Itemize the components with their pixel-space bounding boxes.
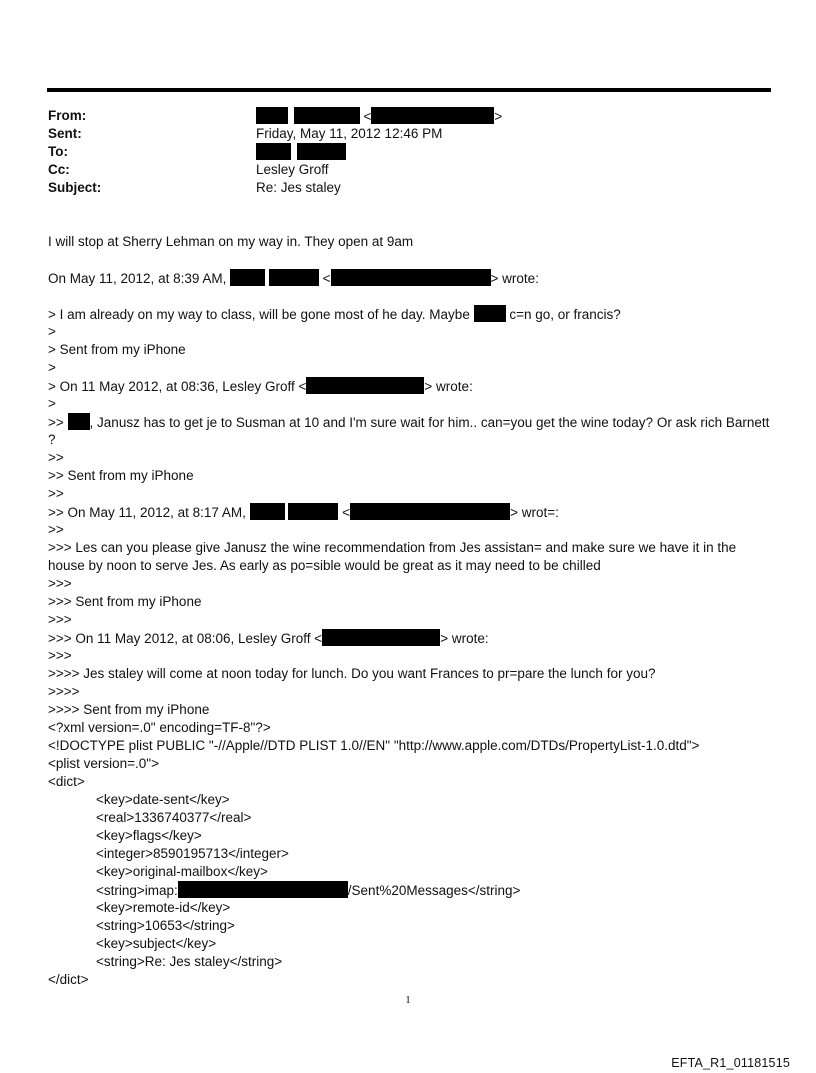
body-line: >>>: [48, 648, 72, 663]
body-line: >>>: [48, 576, 72, 591]
body-line: > Sent from my iPhone: [48, 342, 186, 357]
redaction-block: [294, 107, 360, 124]
body-line: >: [48, 324, 56, 339]
redaction-block: [474, 305, 506, 322]
xml-line: <!DOCTYPE plist PUBLIC "-//Apple//DTD PLIST 1.0//EN" "http://www.apple.com/DTDs/PropertyList-1.0.dtd">: [48, 738, 700, 753]
body-line: [48, 629, 489, 648]
body-text: > I am already on my way to class, will be gone most of he day. Maybe: [48, 307, 470, 322]
subject-value: Re: Jes staley: [256, 180, 341, 195]
xml-line: </dict>: [48, 972, 89, 987]
redaction-block: [371, 107, 494, 124]
body-line: >: [48, 396, 56, 411]
body-text: > wrote:: [440, 631, 489, 646]
quote-header-tail: > wrote:: [490, 271, 539, 286]
body-text: , Janusz has to get je to Susman at 10 and I'm sure wait for him.. can=you get the wine today? Or ask rich Barnett: [89, 415, 770, 430]
body-text: > On 11 May 2012, at 08:36, Lesley Groff <: [48, 379, 307, 394]
body-text: >>: [48, 415, 64, 430]
sent-label: Sent:: [48, 126, 82, 141]
xml-line: <plist version=.0">: [48, 756, 159, 771]
header-rule: [47, 88, 771, 92]
body-line: >>>> Jes staley will come at noon today for lunch. Do you want Frances to pr=pare the lunch for you?: [48, 666, 656, 681]
body-line: >>>>: [48, 684, 80, 699]
xml-line: <key>remote-id</key>: [96, 900, 231, 915]
body-line: I will stop at Sherry Lehman on my way in. They open at 9am: [48, 234, 414, 249]
quote-header-text: On May 11, 2012, at 8:39 AM,: [48, 271, 227, 286]
body-line: [48, 503, 559, 522]
redaction-block: [297, 143, 346, 160]
body-line: [48, 377, 473, 396]
xml-line: [96, 881, 520, 900]
xml-line: <dict>: [48, 774, 85, 789]
body-line: >>: [48, 486, 64, 501]
bracket-open: <: [342, 505, 351, 520]
body-text: >> On May 11, 2012, at 8:17 AM,: [48, 505, 246, 520]
body-line: >> Sent from my iPhone: [48, 468, 194, 483]
to-value: [256, 143, 346, 162]
from-value: [256, 107, 502, 126]
xml-line: <key>flags</key>: [96, 828, 202, 843]
body-line: >: [48, 360, 56, 375]
redaction-block: [230, 269, 265, 286]
sent-value: Friday, May 11, 2012 12:46 PM: [256, 126, 443, 141]
xml-line: <string>Re: Jes staley</string>: [96, 954, 283, 969]
from-label: From:: [48, 108, 87, 123]
body-line: [48, 305, 621, 324]
redaction-block: [256, 143, 291, 160]
xml-line: <string>10653</string>: [96, 918, 235, 933]
cc-label: Cc:: [48, 162, 70, 177]
xml-text: <string>imap:: [96, 883, 178, 898]
body-line: >>> Les can you please give Janusz the wine recommendation from Jes assistan= and make sure we have it in the house by noon to serve Jes. As early as po=sible would be great as it may need to be chilled: [48, 540, 737, 573]
xml-line: <key>original-mailbox</key>: [96, 864, 268, 879]
bracket-open: <: [322, 271, 331, 286]
body-text: >>> On 11 May 2012, at 08:06, Lesley Groff <: [48, 631, 323, 646]
xml-line: <real>1336740377</real>: [96, 810, 252, 825]
xml-line: <integer>8590195713</integer>: [96, 846, 289, 861]
redaction-block: [250, 503, 285, 520]
redaction-block: [288, 503, 338, 520]
body-text: > wrote:: [424, 379, 473, 394]
body-line: >>: [48, 450, 64, 465]
body-line: >>>: [48, 612, 72, 627]
body-line: >>>> Sent from my iPhone: [48, 702, 210, 717]
redaction-block: [306, 377, 424, 394]
quote-header-line: [48, 269, 539, 288]
body-line: >>> Sent from my iPhone: [48, 594, 202, 609]
body-text: > wrot=:: [510, 505, 559, 520]
xml-line: <key>subject</key>: [96, 936, 217, 951]
xml-line: <key>date-sent</key>: [96, 792, 230, 807]
redaction-block: [322, 629, 440, 646]
page-number: 1: [405, 994, 411, 1006]
to-label: To:: [48, 144, 68, 159]
redaction-block: [68, 413, 90, 430]
xml-line: <?xml version=.0" encoding=TF-8"?>: [48, 720, 271, 735]
xml-text: /Sent%20Messages</string>: [347, 883, 521, 898]
redaction-block: [178, 881, 348, 898]
redaction-block: [256, 107, 288, 124]
subject-label: Subject:: [48, 180, 102, 195]
body-line: ?: [48, 432, 56, 447]
redaction-block: [269, 269, 319, 286]
cc-value: Lesley Groff: [256, 162, 329, 177]
from-bracket-close: >: [494, 109, 503, 124]
from-bracket-open: <: [363, 109, 372, 124]
redaction-block: [331, 269, 491, 286]
redaction-block: [350, 503, 510, 520]
body-text: c=n go, or francis?: [509, 307, 621, 322]
body-line: >>: [48, 522, 64, 537]
body-line: [48, 413, 769, 432]
bates-number: EFTA_R1_01181515: [671, 1056, 790, 1070]
